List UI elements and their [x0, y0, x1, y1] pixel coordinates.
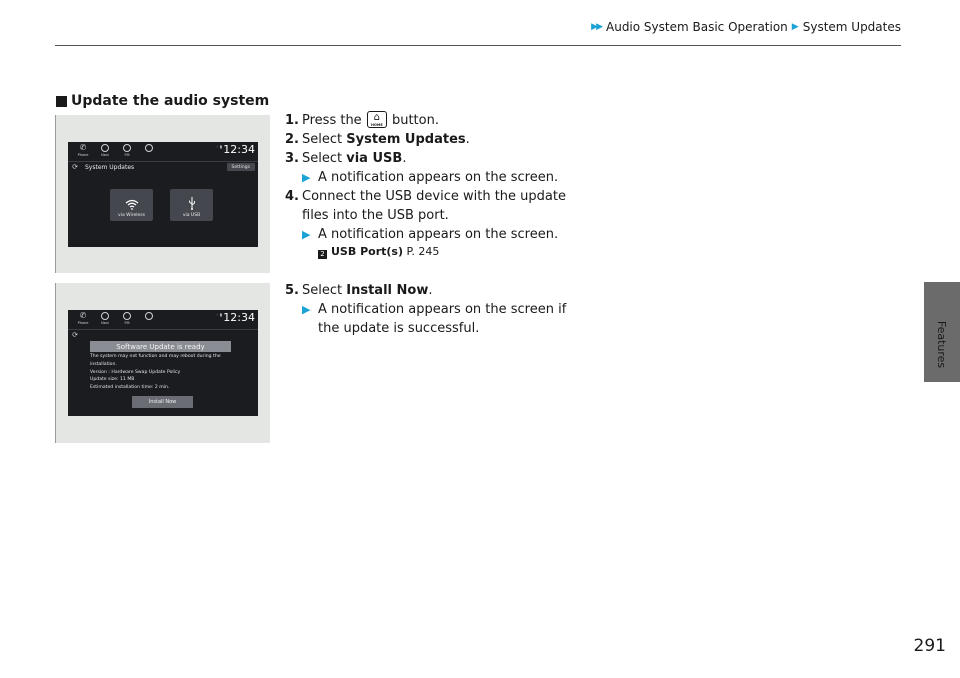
navi-shortcut: Navi	[96, 144, 114, 157]
install-now-button: Install Now	[132, 396, 193, 408]
screenshot-install-now	[55, 283, 270, 443]
step-3-result: ▶ A notification appears on the screen.	[302, 170, 559, 185]
cross-reference-link[interactable]: 2 USB Port(s) P. 245	[285, 244, 585, 260]
result-arrow-icon: ▶	[302, 228, 311, 241]
notification-line: Version : Hardware Swap Update Policy	[90, 369, 181, 375]
fm-shortcut: FM	[118, 312, 136, 325]
screen-title: System Updates	[85, 163, 135, 171]
fm-shortcut: FM	[118, 144, 136, 157]
signal-indicator-icon: ◦ ▮	[216, 144, 222, 149]
notification-line: The system may not function and may reboot during the	[90, 354, 221, 359]
navi-icon	[101, 144, 109, 152]
notification-body	[90, 353, 250, 392]
breadcrumb-arrow-icon: ▶▶	[591, 22, 601, 32]
clock: 12:34	[223, 311, 255, 324]
status-bar	[68, 142, 258, 161]
title-bar	[68, 329, 258, 340]
breadcrumb-item-system-updates[interactable]: System Updates	[802, 20, 901, 34]
side-tab-label: Features	[935, 320, 949, 368]
section-title-text: Update the audio system	[71, 93, 270, 109]
signal-indicator-icon: ◦ ▮	[216, 312, 222, 317]
fm-icon	[123, 312, 131, 320]
screenshot-system-updates	[55, 115, 270, 273]
status-bar	[68, 310, 258, 329]
home-button-icon: ⌂ HOME	[367, 111, 387, 128]
refresh-icon: ⟳	[72, 331, 78, 339]
phone-icon: ✆	[79, 311, 87, 320]
navi-shortcut: Navi	[96, 312, 114, 325]
wifi-icon	[125, 199, 139, 210]
header-divider	[55, 45, 901, 46]
breadcrumb-separator-icon: ▶	[791, 22, 799, 32]
via-usb-tile: via USB	[170, 189, 213, 221]
more-icon	[145, 312, 153, 320]
step-2: 2. Select System Updates.	[285, 132, 470, 147]
section-square-icon	[56, 96, 67, 107]
update-method-tiles	[110, 189, 213, 221]
more-icon	[145, 144, 153, 152]
clock: 12:34	[223, 143, 255, 156]
navi-icon	[101, 312, 109, 320]
page-number: 291	[913, 636, 946, 656]
more-shortcut	[140, 312, 158, 321]
audio-screen-1	[68, 142, 258, 247]
step-5: 5. Select Install Now.	[285, 283, 433, 298]
via-wireless-tile: via Wireless	[110, 189, 153, 221]
breadcrumb	[591, 20, 901, 34]
notification-line: Update size: 11 MB	[90, 377, 135, 383]
usb-icon	[188, 197, 196, 210]
step-3: 3. Select via USB.	[285, 151, 407, 166]
result-arrow-icon: ▶	[302, 303, 311, 316]
audio-screen-2	[68, 310, 258, 416]
result-arrow-icon: ▶	[302, 171, 311, 184]
breadcrumb-item-audio[interactable]: Audio System Basic Operation	[606, 20, 788, 34]
more-shortcut	[140, 144, 158, 153]
fm-icon	[123, 144, 131, 152]
phone-shortcut: ✆ Phone	[77, 143, 89, 157]
phone-shortcut: ✆ Phone	[77, 311, 89, 325]
title-bar	[68, 161, 258, 172]
step-5-result: ▶ A notification appears on the screen if the update is successful.	[302, 302, 567, 336]
notification-line: Estimated installation time: 2 min.	[90, 385, 170, 391]
notification-title: Software Update is ready	[90, 341, 231, 352]
step-4-result: ▶ A notification appears on the screen.	[302, 227, 559, 242]
step-4: 4. Connect the USB device with the update files into the USB port.	[285, 189, 566, 223]
settings-button: Settings	[227, 163, 255, 171]
instruction-steps	[285, 111, 585, 338]
reference-icon: 2	[318, 250, 327, 259]
phone-icon: ✆	[79, 143, 87, 152]
step-1: 1. Press the ⌂ HOME button.	[285, 112, 439, 128]
notification-line: installation.	[90, 361, 117, 367]
refresh-icon: ⟳	[72, 163, 78, 171]
section-title	[56, 93, 269, 109]
